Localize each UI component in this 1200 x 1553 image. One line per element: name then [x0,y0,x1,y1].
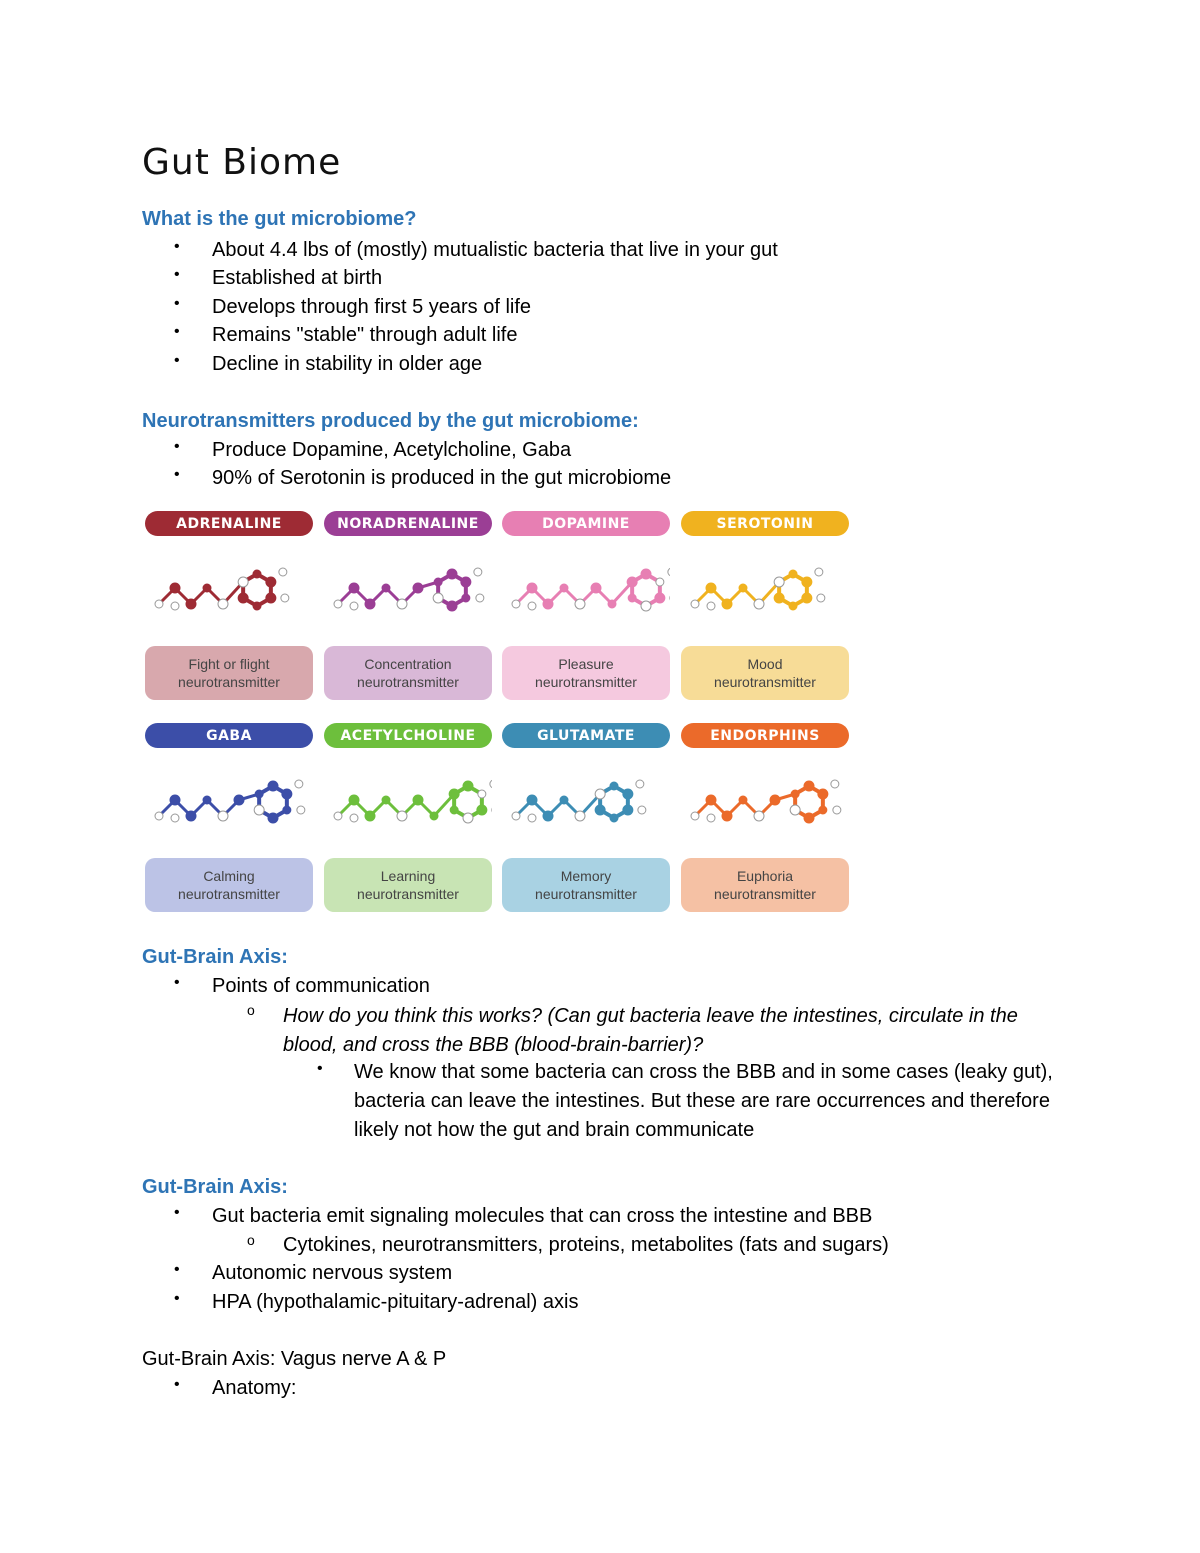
neurotransmitter-name: GABA [145,723,313,748]
description-line: neurotransmitter [357,674,459,690]
neurotransmitter-card-noradrenaline [324,493,492,693]
list-item: 90% of Serotonin is produced in the gut microbiome [212,467,672,489]
bullet-dot: • [174,1376,180,1393]
list-item: Remains "stable" through adult life [212,324,518,346]
section-heading-vagus-nerve: Gut-Brain Axis: Vagus nerve A & P [142,1348,447,1370]
neurotransmitter-card-dopamine [502,493,670,693]
molecule-icon [145,548,313,638]
neurotransmitter-card-adrenaline [145,493,313,693]
description-line: Calming [203,868,255,884]
description-line: neurotransmitter [178,886,280,902]
list-item: Produce Dopamine, Acetylcholine, Gaba [212,439,572,461]
neurotransmitter-card-acetylcholine [324,705,492,905]
list-item: Points of communication [212,975,430,997]
list-item: Gut bacteria emit signaling molecules that can cross the intestine and BBB [212,1205,873,1227]
bullet-dot: • [174,266,180,283]
molecule-icon [145,760,313,850]
section-heading-gut-brain-axis: Gut-Brain Axis: [142,946,288,968]
neurotransmitter-card-endorphins [681,705,849,905]
neurotransmitter-description [681,646,849,700]
list-item: Autonomic nervous system [212,1262,453,1284]
bullet-dot: • [174,1261,180,1278]
description-line: Learning [380,868,436,884]
description-line: Mood [747,656,783,672]
molecule-icon [324,548,492,638]
description-line: neurotransmitter [535,674,637,690]
neurotransmitter-description [502,646,670,700]
neurotransmitter-card-serotonin [681,493,849,693]
description-line: Memory [560,868,612,884]
list-subsubitem: We know that some bacteria can cross the BBB and in some cases (leaky gut), bacteria can leave the intestines. But these are rare occurrences and therefore likely not how the gut and brain communicate [354,1061,1053,1141]
description-line: Concentration [364,656,452,672]
neurotransmitter-description [145,646,313,700]
neurotransmitter-description [145,858,313,912]
description-line: neurotransmitter [714,886,816,902]
bullet-dot: • [174,1290,180,1307]
section-heading-neurotransmitters: Neurotransmitters produced by the gut microbiome: [142,410,639,432]
list-item: About 4.4 lbs of (mostly) mutualistic bacteria that live in your gut [212,239,778,261]
list-subitem: How do you think this works? (Can gut bacteria leave the intestines, circulate in the blood, and cross the BBB (blood-brain-barrier)? [283,1005,1018,1056]
molecule-icon [681,760,849,850]
neurotransmitter-description [324,858,492,912]
document-title: Gut Biome [142,142,342,183]
list-item: Develops through first 5 years of life [212,296,532,318]
list-item: Anatomy: [212,1377,297,1399]
molecule-icon [502,760,670,850]
circle-bullet: o [247,1232,255,1248]
bullet-dot: • [317,1060,323,1077]
neurotransmitter-name: DOPAMINE [502,511,670,536]
list-item: Decline in stability in older age [212,353,483,375]
neurotransmitter-description [502,858,670,912]
molecule-icon [502,548,670,638]
molecule-icon [324,760,492,850]
bullet-dot: • [174,438,180,455]
description-line: Fight or flight [188,656,270,672]
bullet-dot: • [174,323,180,340]
neurotransmitter-name: ENDORPHINS [681,723,849,748]
list-item: HPA (hypothalamic-pituitary-adrenal) axis [212,1291,579,1313]
neurotransmitter-name: ADRENALINE [145,511,313,536]
neurotransmitter-name: ACETYLCHOLINE [324,723,492,748]
description-line: neurotransmitter [714,674,816,690]
circle-bullet: o [247,1002,255,1018]
description-line: neurotransmitter [535,886,637,902]
bullet-dot: • [174,352,180,369]
molecule-icon [681,548,849,638]
description-line: neurotransmitter [357,886,459,902]
bullet-dot: • [174,974,180,991]
neurotransmitter-card-glutamate [502,705,670,905]
bullet-dot: • [174,1204,180,1221]
neurotransmitter-description [324,646,492,700]
description-line: Euphoria [736,868,794,884]
bullet-dot: • [174,238,180,255]
bullet-dot: • [174,295,180,312]
description-line: neurotransmitter [178,674,280,690]
neurotransmitter-description [681,858,849,912]
neurotransmitter-name: NORADRENALINE [324,511,492,536]
list-item: Established at birth [212,267,383,289]
section-heading-gut-brain-axis-2: Gut-Brain Axis: [142,1176,288,1198]
bullet-dot: • [174,466,180,483]
neurotransmitter-infographic [142,493,847,913]
neurotransmitter-name: SEROTONIN [681,511,849,536]
section-heading-microbiome: What is the gut microbiome? [142,208,417,230]
neurotransmitter-card-gaba [145,705,313,905]
list-subitem: Cytokines, neurotransmitters, proteins, metabolites (fats and sugars) [283,1234,889,1256]
description-line: Pleasure [558,656,614,672]
neurotransmitter-name: GLUTAMATE [502,723,670,748]
